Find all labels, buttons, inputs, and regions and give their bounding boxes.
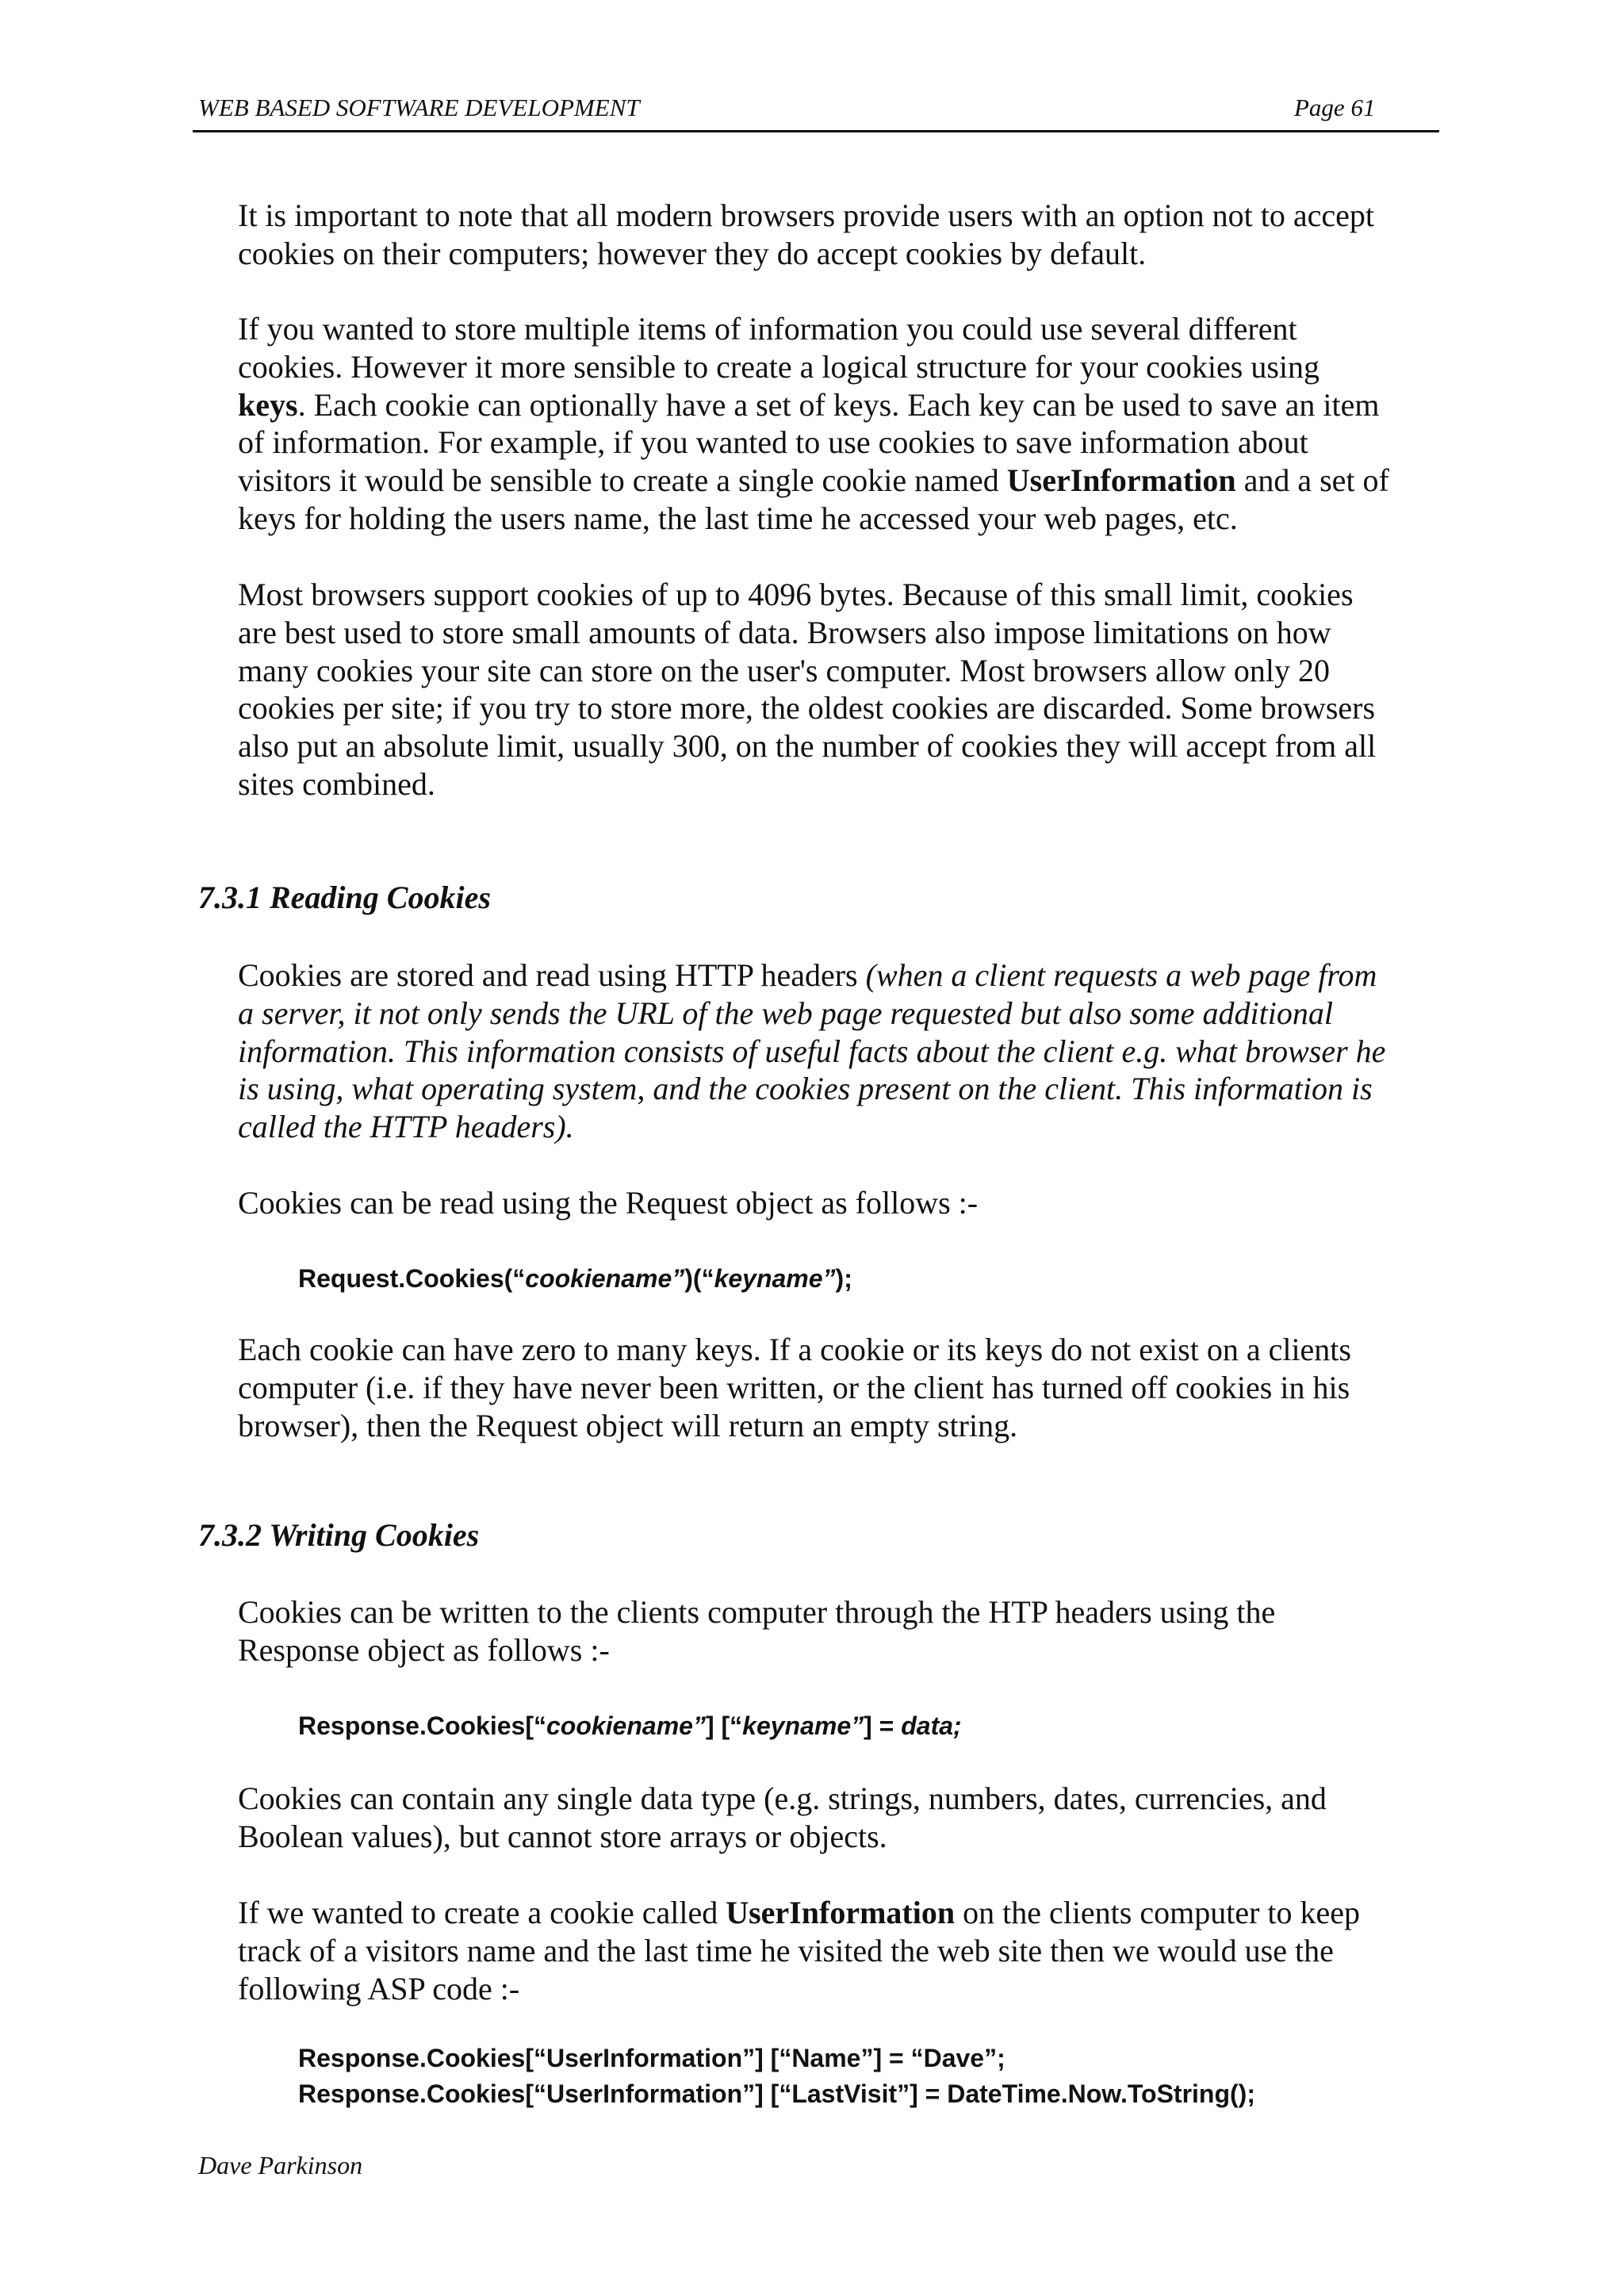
text-line: If we wanted to create a cookie called UserInformation on the clients computer to keep: [238, 1895, 1361, 1930]
code-line: Response.Cookies[“cookiename”] [“keyname”] = data;: [298, 1711, 962, 1740]
text-line: keys for holding the users name, the last time he accessed your web pages, etc.: [238, 500, 1238, 536]
text-line: browser), then the Request object will return an empty string.: [238, 1407, 1018, 1443]
code-line: Response.Cookies[“UserInformation”] [“Name”] = “Dave”;: [298, 2044, 1005, 2072]
text-line: information. This information consists of useful facts about the client e.g. what browser he: [238, 1033, 1386, 1069]
code-response-cookies: [298, 1708, 962, 1744]
paragraph-data-types: [238, 1780, 1459, 1856]
bold-term: UserInformation: [1006, 462, 1236, 499]
text-line: are best used to store small amounts of data. Browsers also impose limitations on how: [238, 614, 1331, 650]
paragraph-zero-keys: [238, 1331, 1459, 1444]
paragraph-userinformation-example: [238, 1894, 1459, 2007]
text-line: also put an absolute limit, usually 300, on the number of cookies they will accept from all: [238, 728, 1377, 765]
text-line: following ASP code :-: [238, 1970, 520, 2007]
text-line: It is important to note that all modern browsers provide users with an option not to accept: [238, 197, 1375, 233]
text-line: Cookies can be read using the Request object as follows :-: [238, 1185, 979, 1221]
running-header-title: WEB BASED SOFTWARE DEVELOPMENT: [198, 94, 640, 121]
header-rule: [193, 130, 1439, 132]
text-line: is using, what operating system, and the cookies present on the client. This information is: [238, 1071, 1373, 1107]
text-line: cookies per site; if you try to store more, the oldest cookies are discarded. Some browsers: [238, 690, 1376, 726]
bold-term: UserInformation: [726, 1895, 956, 1930]
code-asp-example: [298, 2041, 1255, 2112]
text-line: called the HTTP headers).: [238, 1109, 574, 1145]
bold-term: keys: [238, 386, 298, 423]
section-heading-writing-cookies: 7.3.2 Writing Cookies: [198, 1517, 480, 1553]
text-line: computer (i.e. if they have never been written, or the client has turned off cookies in his: [238, 1369, 1350, 1405]
footer-author: Dave Parkinson: [198, 2151, 363, 2179]
text-line: If you wanted to store multiple items of information you could use several different: [238, 311, 1297, 347]
text-line: Cookies are stored and read using HTTP headers (when a client requests a web page from: [238, 957, 1377, 993]
page-number: Page 61: [1294, 94, 1376, 121]
paragraph-cookie-limits: [238, 576, 1459, 803]
text-line: Response object as follows :-: [238, 1631, 610, 1668]
text-line: cookies on their computers; however they do accept cookies by default.: [238, 235, 1147, 271]
text-line: keys. Each cookie can optionally have a set of keys. Each key can be used to save an item: [238, 386, 1380, 423]
text-line: sites combined.: [238, 765, 435, 802]
paragraph-http-headers: [238, 956, 1459, 1146]
section-heading-reading-cookies: 7.3.1 Reading Cookies: [198, 880, 491, 915]
text-line: cookies. However it more sensible to create a logical structure for your cookies using: [238, 348, 1320, 385]
code-line: Response.Cookies[“UserInformation”] [“LastVisit”] = DateTime.Now.ToString();: [298, 2079, 1255, 2108]
text-line: visitors it would be sensible to create a single cookie named UserInformation and a set of: [238, 462, 1389, 499]
text-line: Cookies can be written to the clients computer through the HTP headers using the: [238, 1594, 1276, 1630]
text-line: track of a visitors name and the last time he visited the web site then we would use the: [238, 1932, 1334, 1968]
text-line: Each cookie can have zero to many keys. If a cookie or its keys do not exist on a clients: [238, 1332, 1351, 1367]
code-line: Request.Cookies(“cookiename”)(“keyname”);: [298, 1264, 852, 1293]
text-line: Boolean values), but cannot store arrays or objects.: [238, 1818, 887, 1854]
paragraph-browser-options: [238, 197, 1459, 273]
paragraph-response-intro: [238, 1593, 1459, 1669]
text-line: many cookies your site can store on the user's computer. Most browsers allow only 20: [238, 652, 1330, 688]
paragraph-request-intro: [238, 1184, 1459, 1222]
text-line: of information. For example, if you wanted to use cookies to save information about: [238, 424, 1308, 461]
text-line: Cookies can contain any single data type (e.g. strings, numbers, dates, currencies, and: [238, 1780, 1327, 1816]
text-line: a server, it not only sends the URL of the web page requested but also some additional: [238, 995, 1333, 1031]
code-request-cookies: [298, 1261, 852, 1297]
text-line: Most browsers support cookies of up to 4096 bytes. Because of this small limit, cookies: [238, 577, 1354, 612]
paragraph-cookie-keys: [238, 310, 1459, 538]
